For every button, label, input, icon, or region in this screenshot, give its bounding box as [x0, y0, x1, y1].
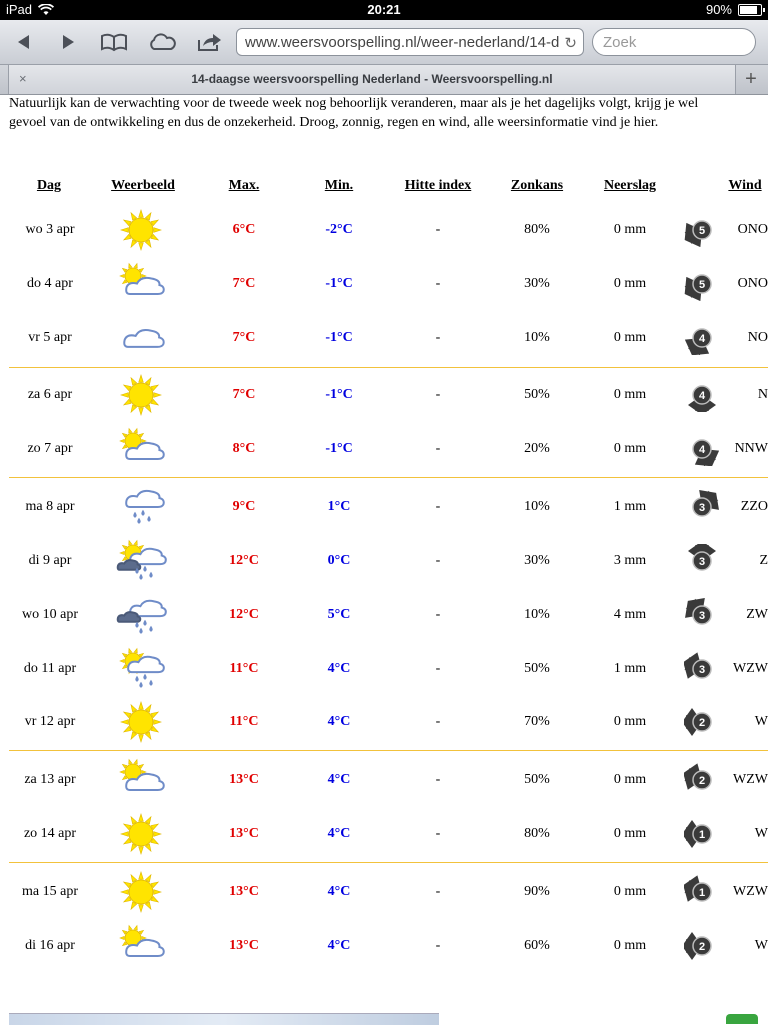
- cell-precipitation: 0 mm: [613, 330, 647, 345]
- cell-max: 13°C: [229, 826, 259, 841]
- cell-min: 0°C: [327, 553, 351, 568]
- cell-day: wo 3 apr: [25, 222, 75, 237]
- wind-direction-icon: [684, 432, 720, 466]
- cell-min: -1°C: [325, 387, 353, 402]
- cell-day: vr 5 apr: [28, 330, 72, 345]
- cell-heat-index: -: [435, 553, 441, 568]
- wind-direction-icon: [684, 598, 720, 632]
- cell-wind-direction: NNW: [734, 441, 768, 456]
- cloud-icon: [148, 32, 176, 52]
- sun-cloud-rain-icon: [113, 647, 169, 691]
- cell-max: 13°C: [229, 772, 259, 787]
- cell-min: -1°C: [325, 441, 353, 456]
- wind-direction-icon: [684, 763, 720, 797]
- tab-title: 14-daagse weersvoorspelling Nederland - Weersvoorspelling.nl: [191, 72, 553, 86]
- status-bar: [0, 0, 768, 20]
- cell-day: do 11 apr: [23, 661, 77, 676]
- cell-min: 4°C: [327, 714, 351, 729]
- cell-max: 12°C: [229, 607, 259, 622]
- advertisement-banner[interactable]: [9, 1013, 439, 1025]
- cell-heat-index: -: [435, 499, 441, 514]
- table-row: [0, 311, 768, 365]
- svg-text:2: 2: [698, 775, 706, 787]
- svg-text:2: 2: [698, 717, 706, 729]
- cell-min: 4°C: [327, 772, 351, 787]
- cell-min: -2°C: [325, 222, 353, 237]
- cell-heat-index: -: [435, 222, 441, 237]
- sun-cloud-icon: [113, 262, 169, 306]
- share-icon: [197, 32, 223, 52]
- cell-day: di 9 apr: [28, 553, 72, 568]
- wind-direction-icon: [684, 213, 720, 247]
- cell-heat-index: -: [435, 441, 441, 456]
- cell-max: 13°C: [229, 884, 259, 899]
- cell-sun-chance: 90%: [524, 884, 550, 899]
- cell-precipitation: 0 mm: [613, 714, 647, 729]
- sun-cloud-icon: [113, 758, 169, 802]
- cell-min: 5°C: [327, 607, 351, 622]
- svg-text:2: 2: [698, 941, 706, 953]
- cell-sun-chance: 50%: [524, 661, 550, 676]
- wind-direction-icon: [684, 267, 720, 301]
- device-name: iPad: [6, 2, 33, 17]
- reload-icon[interactable]: ↻: [564, 35, 577, 52]
- table-row: [0, 919, 768, 973]
- intro-text: [9, 94, 768, 132]
- cell-min: 4°C: [327, 661, 351, 676]
- cell-max: 12°C: [229, 553, 259, 568]
- cell-max: 7°C: [232, 330, 256, 345]
- forward-icon: [59, 33, 77, 51]
- cell-day: za 13 apr: [24, 772, 76, 787]
- svg-text:5: 5: [698, 225, 706, 237]
- table-row: [0, 807, 768, 861]
- share-button[interactable]: [194, 28, 226, 56]
- browser-toolbar: [0, 20, 768, 65]
- wind-direction-icon: [684, 321, 720, 355]
- sun-cloud-icon: [113, 427, 169, 471]
- cell-heat-index: -: [435, 387, 441, 402]
- address-bar[interactable]: [236, 28, 584, 56]
- table-row: [0, 203, 768, 257]
- wind-direction-icon: [684, 652, 720, 686]
- svg-text:4: 4: [698, 333, 706, 345]
- cell-max: 13°C: [229, 938, 259, 953]
- cell-heat-index: -: [435, 607, 441, 622]
- cell-precipitation: 0 mm: [613, 884, 647, 899]
- svg-text:3: 3: [698, 556, 706, 568]
- battery-percent: 90%: [705, 2, 732, 17]
- header-zonkans: Zonkans: [510, 178, 564, 193]
- cloud-rain-icon: [113, 485, 169, 529]
- cell-precipitation: 0 mm: [613, 441, 647, 456]
- cell-sun-chance: 10%: [524, 330, 550, 345]
- cell-heat-index: -: [435, 276, 441, 291]
- cell-day: vr 12 apr: [24, 714, 76, 729]
- cell-wind-direction: ONO: [737, 222, 768, 237]
- sun-icon: [113, 373, 169, 417]
- cell-sun-chance: 60%: [524, 938, 550, 953]
- cell-heat-index: -: [435, 714, 441, 729]
- header-min: Min.: [324, 178, 354, 193]
- cell-sun-chance: 10%: [524, 607, 550, 622]
- svg-text:1: 1: [698, 829, 706, 841]
- table-row: [0, 534, 768, 588]
- cell-precipitation: 0 mm: [613, 826, 647, 841]
- cell-sun-chance: 20%: [524, 441, 550, 456]
- table-row: [0, 588, 768, 642]
- cell-precipitation: 0 mm: [613, 222, 647, 237]
- sun-darkcloud-rain-icon: [113, 539, 169, 583]
- cell-min: 1°C: [327, 499, 351, 514]
- svg-text:4: 4: [698, 444, 706, 456]
- header-wind: Wind: [728, 178, 762, 193]
- table-row: [0, 480, 768, 534]
- svg-text:4: 4: [698, 390, 706, 402]
- header-max: Max.: [228, 178, 260, 193]
- cell-heat-index: -: [435, 661, 441, 676]
- header-hitte-index: Hitte index: [404, 178, 472, 193]
- cell-sun-chance: 80%: [524, 826, 550, 841]
- table-row: [0, 865, 768, 919]
- cell-wind-direction: WZW: [733, 884, 768, 899]
- cell-day: do 4 apr: [27, 276, 73, 291]
- cell-wind-direction: N: [757, 387, 768, 402]
- cell-sun-chance: 30%: [524, 553, 550, 568]
- cell-precipitation: 0 mm: [613, 938, 647, 953]
- cell-max: 9°C: [232, 499, 256, 514]
- table-row: [0, 257, 768, 311]
- cell-precipitation: 3 mm: [613, 553, 647, 568]
- wind-direction-icon: [684, 929, 720, 963]
- cell-max: 8°C: [232, 441, 256, 456]
- intro-line-1: Natuurlijk kan de verwachting voor de tweede week nog behoorlijk veranderen, maar als je het dagelijks volgt, krijg je wel: [9, 96, 699, 111]
- new-tab-button[interactable]: +: [745, 68, 757, 90]
- back-button[interactable]: [8, 28, 40, 56]
- wind-direction-icon: [684, 490, 720, 524]
- header-neerslag: Neerslag: [603, 178, 657, 193]
- wind-direction-icon: [684, 705, 720, 739]
- cell-heat-index: -: [435, 330, 441, 345]
- cell-day: di 16 apr: [25, 938, 75, 953]
- wind-direction-icon: [684, 875, 720, 909]
- book-icon: [100, 32, 128, 52]
- cell-wind-direction: ZZO: [740, 499, 768, 514]
- cell-day: zo 7 apr: [27, 441, 73, 456]
- darkcloud-rain-icon: [113, 593, 169, 637]
- cell-wind-direction: ZW: [746, 607, 768, 622]
- table-row: [0, 368, 768, 422]
- cell-day: za 6 apr: [27, 387, 73, 402]
- svg-text:3: 3: [698, 664, 706, 676]
- tab-active[interactable]: [8, 65, 736, 94]
- wind-direction-icon: [684, 817, 720, 851]
- battery-icon: [738, 4, 762, 16]
- cell-wind-direction: NO: [747, 330, 768, 345]
- cell-wind-direction: W: [754, 826, 768, 841]
- cell-day: ma 8 apr: [25, 499, 75, 514]
- clock: 20:21: [367, 2, 401, 17]
- cell-min: -1°C: [325, 276, 353, 291]
- week-separator: [9, 477, 768, 478]
- cell-wind-direction: WZW: [733, 661, 768, 676]
- week-separator: [9, 750, 768, 751]
- cell-day: ma 15 apr: [22, 884, 78, 899]
- svg-text:5: 5: [698, 279, 706, 291]
- cell-min: 4°C: [327, 826, 351, 841]
- cell-sun-chance: 80%: [524, 222, 550, 237]
- cell-min: 4°C: [327, 884, 351, 899]
- cell-wind-direction: W: [754, 938, 768, 953]
- cell-sun-chance: 10%: [524, 499, 550, 514]
- cell-precipitation: 0 mm: [613, 387, 647, 402]
- bookmarks-button[interactable]: [98, 28, 130, 56]
- cell-wind-direction: ONO: [737, 276, 768, 291]
- cell-precipitation: 0 mm: [613, 772, 647, 787]
- cell-heat-index: -: [435, 938, 441, 953]
- intro-line-2: gevoel van de ontwikkeling en dus de onzekerheid. Droog, zonnig, regen en wind, alle weersinformatie vind je hier.: [9, 115, 659, 130]
- cell-precipitation: 1 mm: [613, 661, 647, 676]
- cell-max: 11°C: [229, 714, 259, 729]
- tab-bar: [0, 65, 768, 95]
- url-text: www.weersvoorspelling.nl/weer-nederland/14-d: [245, 34, 560, 51]
- sun-icon: [113, 208, 169, 252]
- wind-direction-icon: [684, 544, 720, 578]
- cell-day: wo 10 apr: [22, 607, 78, 622]
- cell-sun-chance: 50%: [524, 387, 550, 402]
- back-icon: [15, 33, 33, 51]
- table-row: [0, 695, 768, 749]
- sun-icon: [113, 700, 169, 744]
- close-tab-icon[interactable]: ×: [19, 71, 27, 86]
- svg-text:3: 3: [698, 502, 706, 514]
- header-weerbeeld: Weerbeeld: [111, 178, 175, 193]
- cell-heat-index: -: [435, 826, 441, 841]
- cell-heat-index: -: [435, 772, 441, 787]
- sun-icon: [113, 870, 169, 914]
- ad-button[interactable]: [726, 1014, 758, 1024]
- cell-max: 7°C: [232, 276, 256, 291]
- cell-sun-chance: 70%: [524, 714, 550, 729]
- cell-wind-direction: WZW: [733, 772, 768, 787]
- cell-wind-direction: Z: [759, 553, 768, 568]
- cell-sun-chance: 50%: [524, 772, 550, 787]
- cell-precipitation: 1 mm: [613, 499, 647, 514]
- cell-min: -1°C: [325, 330, 353, 345]
- sun-cloud-icon: [113, 924, 169, 968]
- icloud-tabs-button[interactable]: [146, 28, 178, 56]
- cell-wind-direction: W: [754, 714, 768, 729]
- wind-direction-icon: [684, 378, 720, 412]
- header-dag: Dag: [36, 178, 62, 193]
- week-separator: [9, 862, 768, 863]
- cell-heat-index: -: [435, 884, 441, 899]
- cell-max: 6°C: [232, 222, 256, 237]
- svg-text:1: 1: [698, 887, 706, 899]
- search-input[interactable]: Zoek: [592, 28, 756, 56]
- table-row: [0, 753, 768, 807]
- cell-min: 4°C: [327, 938, 351, 953]
- forward-button[interactable]: [52, 28, 84, 56]
- table-row: [0, 422, 768, 476]
- cell-max: 11°C: [229, 661, 259, 676]
- cell-sun-chance: 30%: [524, 276, 550, 291]
- cell-day: zo 14 apr: [23, 826, 77, 841]
- svg-text:3: 3: [698, 610, 706, 622]
- cell-max: 7°C: [232, 387, 256, 402]
- cell-precipitation: 4 mm: [613, 607, 647, 622]
- cloud-icon: [113, 316, 169, 360]
- cell-precipitation: 0 mm: [613, 276, 647, 291]
- table-row: [0, 642, 768, 696]
- sun-icon: [113, 812, 169, 856]
